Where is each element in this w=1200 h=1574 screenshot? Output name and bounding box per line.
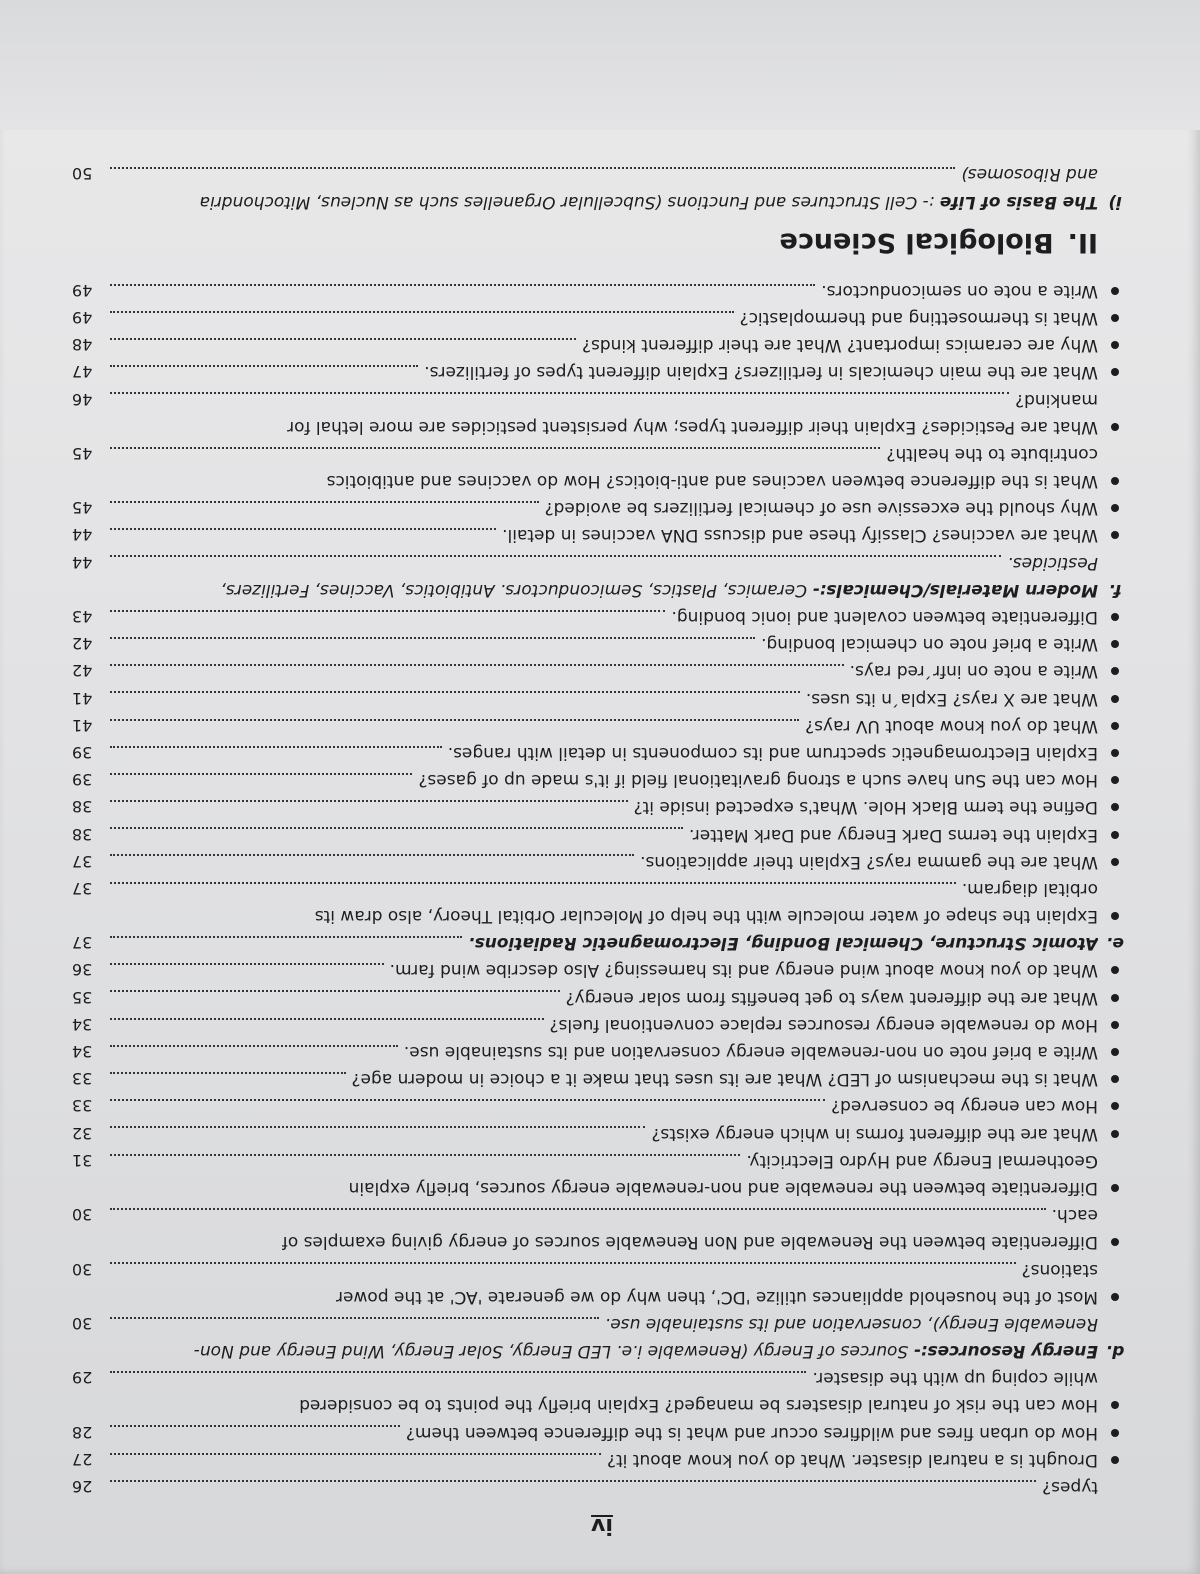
entry-text: What is the mechanism of LED? What are its uses that make it a choice in modern age? bbox=[351, 1069, 1098, 1090]
section-title: Biological Science bbox=[779, 226, 1054, 258]
bullet-icon bbox=[1098, 1228, 1132, 1255]
entry-text: orbital diagram. bbox=[961, 878, 1098, 899]
toc-entry bbox=[72, 956, 1132, 983]
page-ref: 46 bbox=[72, 389, 93, 409]
leader-dots bbox=[110, 1099, 825, 1101]
entry-text: What are the different forms in which energy exists? bbox=[651, 1123, 1098, 1144]
bullet-dot-icon bbox=[1111, 613, 1119, 621]
bullet-icon bbox=[1098, 848, 1132, 875]
bullet-icon bbox=[1098, 712, 1132, 739]
toc-entry bbox=[72, 160, 1132, 187]
entry-text: Drought is a natural disaster. What do you know about it? bbox=[607, 1449, 1098, 1470]
page-ref: 45 bbox=[72, 498, 93, 518]
leader-dots bbox=[110, 501, 539, 503]
toc-entry bbox=[72, 1092, 1132, 1119]
toc-entry bbox=[72, 630, 1132, 657]
toc-entry bbox=[72, 929, 1132, 956]
toc-entry bbox=[72, 902, 1132, 929]
leader-dots bbox=[110, 936, 462, 938]
leader-dots bbox=[110, 311, 734, 313]
bullet-icon bbox=[1098, 956, 1132, 983]
entry-text: Why should the excessive use of chemical fertilizers be avoided? bbox=[544, 498, 1098, 519]
leader-dots bbox=[110, 1425, 400, 1427]
topic-heading: Atomic Structure, Chemical Bonding, Electromagnetic Radiations. bbox=[468, 933, 1098, 954]
toc-entry bbox=[72, 494, 1132, 521]
topic-description: Sources of Energy (Renewable i.e. LED Energy, Solar Energy, Wind Energy and Non- bbox=[193, 1341, 914, 1362]
bullet-icon bbox=[1098, 766, 1132, 793]
leader-dots bbox=[110, 773, 412, 775]
page-ref: 34 bbox=[72, 1042, 93, 1062]
topic-heading: Modern Materials/Chemicals:- bbox=[812, 579, 1098, 600]
bullet-icon bbox=[1098, 657, 1132, 684]
page-ref: 44 bbox=[72, 525, 93, 545]
leader-dots bbox=[110, 719, 799, 721]
toc-entry bbox=[72, 331, 1132, 358]
leader-dots bbox=[110, 1453, 601, 1455]
entry-text: What are the main chemicals in fertilizers? Explain different types of fertilizers. bbox=[424, 362, 1098, 383]
entry-text: Explain the shape of water molecule with the help of Molecular Orbital Theory, also draw its bbox=[314, 906, 1098, 927]
leader-dots bbox=[110, 855, 634, 857]
entry-text: What are the different ways to get benefits from solar energy? bbox=[565, 987, 1098, 1008]
entry-text: How can the Sun have such a strong gravitational field if it's made up of gases? bbox=[418, 770, 1098, 791]
bullet-icon bbox=[1098, 630, 1132, 657]
bullet-icon bbox=[1098, 1065, 1132, 1092]
bullet-dot-icon bbox=[1111, 1429, 1119, 1437]
bullet-dot-icon bbox=[1111, 477, 1119, 485]
bullet-dot-icon bbox=[1111, 1102, 1119, 1110]
entry-text: Differentiate between the Renewable and Non Renewable sources of energy giving examples of bbox=[281, 1232, 1098, 1253]
page-ref: 41 bbox=[72, 715, 93, 735]
bullet-dot-icon bbox=[1111, 1184, 1119, 1192]
entry-text: What are X rays? Expla´n its uses. bbox=[805, 688, 1098, 709]
toc-entry bbox=[72, 657, 1132, 684]
page-ref: 44 bbox=[72, 552, 93, 572]
bullet-dot-icon bbox=[1111, 1401, 1119, 1409]
entry-marker: i) bbox=[1108, 191, 1122, 212]
entry-text: How can energy be conserved? bbox=[831, 1096, 1098, 1117]
page-ref: 48 bbox=[72, 335, 93, 355]
toc-entry bbox=[72, 684, 1132, 711]
toc-entry bbox=[72, 467, 1132, 494]
page-ref: 38 bbox=[72, 824, 93, 844]
leader-dots bbox=[110, 610, 665, 612]
toc-entry bbox=[72, 1310, 1132, 1337]
toc-entry bbox=[72, 793, 1132, 820]
entry-text: How do urban fires and wildfires occur and what is the difference between them? bbox=[405, 1422, 1098, 1443]
bullet-dot-icon bbox=[1111, 912, 1119, 920]
page-ref: 30 bbox=[72, 1259, 93, 1279]
bullet-dot-icon bbox=[1111, 1130, 1119, 1138]
leader-dots bbox=[110, 1072, 346, 1074]
bullet-dot-icon bbox=[1111, 640, 1119, 648]
page-ref: 35 bbox=[72, 987, 93, 1007]
bullet-dot-icon bbox=[1111, 287, 1119, 295]
bullet-icon bbox=[1098, 902, 1132, 929]
page-ref: 29 bbox=[72, 1368, 93, 1388]
page-ref: 43 bbox=[72, 607, 93, 627]
entry-text: What do you know about UV rays? bbox=[805, 715, 1098, 736]
toc-entry bbox=[72, 712, 1132, 739]
bullet-dot-icon bbox=[1111, 423, 1119, 431]
bullet-icon bbox=[1098, 467, 1132, 494]
toc-entry bbox=[72, 1228, 1132, 1255]
page-ref: 45 bbox=[72, 443, 93, 463]
leader-dots bbox=[110, 1317, 599, 1319]
bullet-dot-icon bbox=[1111, 803, 1119, 811]
entry-text: How can the risk of natural disasters be managed? Explain briefly the points to be considered bbox=[299, 1395, 1098, 1416]
topic-description: Ceramics, Plastics, Semiconductors. Antibiotics, Vaccines, Fertilizers, bbox=[220, 579, 813, 600]
page-ref: 34 bbox=[72, 1014, 93, 1034]
entry-text bbox=[468, 929, 1098, 956]
bullet-dot-icon bbox=[1111, 776, 1119, 784]
entry-text: Renewable Energy), conservation and its sustainable use. bbox=[604, 1313, 1098, 1334]
bullet-icon bbox=[1098, 793, 1132, 820]
toc-entry bbox=[72, 277, 1132, 304]
leader-dots bbox=[110, 990, 560, 992]
entry-text: each. bbox=[1051, 1205, 1098, 1226]
bullet-dot-icon bbox=[1111, 858, 1119, 866]
toc-entry bbox=[72, 187, 1132, 214]
toc-entry bbox=[72, 304, 1132, 331]
entry-text bbox=[194, 1337, 1098, 1364]
toc-entry bbox=[72, 385, 1132, 412]
entry-text: contribute to the health? bbox=[886, 443, 1098, 464]
leader-dots bbox=[110, 746, 442, 748]
entry-text: Explain the terms Dark Energy and Dark Matter. bbox=[688, 824, 1098, 845]
bullet-icon bbox=[1098, 494, 1132, 521]
entry-text: Write a note on semiconductors. bbox=[821, 280, 1098, 301]
leader-dots bbox=[110, 637, 755, 639]
page-ref: 36 bbox=[72, 960, 93, 980]
bullet-dot-icon bbox=[1111, 994, 1119, 1002]
page-ref: 33 bbox=[72, 1096, 93, 1116]
page-ref: 42 bbox=[72, 634, 93, 654]
bullet-dot-icon bbox=[1111, 749, 1119, 757]
entry-text: Define the term Black Hole. What's expected inside it? bbox=[633, 797, 1098, 818]
page-ref: 39 bbox=[72, 770, 93, 790]
bullet-icon bbox=[1098, 1446, 1132, 1473]
bullet-icon bbox=[1098, 983, 1132, 1010]
bullet-icon bbox=[1098, 1174, 1132, 1201]
leader-dots bbox=[110, 338, 576, 340]
toc-content bbox=[72, 160, 1132, 1538]
leader-dots bbox=[110, 555, 1001, 557]
bullet-icon bbox=[1098, 413, 1132, 440]
page-ref: 41 bbox=[72, 688, 93, 708]
bullet-dot-icon bbox=[1111, 1293, 1119, 1301]
entry-text: Geothermal Energy and Hydro Electricity. bbox=[746, 1150, 1098, 1171]
bullet-dot-icon bbox=[1111, 667, 1119, 675]
entry-text: How do renewable energy resources replace conventional fuels? bbox=[549, 1014, 1098, 1035]
leader-dots bbox=[110, 664, 844, 666]
entry-marker: f. bbox=[1108, 579, 1122, 600]
toc-entry bbox=[72, 521, 1132, 548]
bullet-dot-icon bbox=[1111, 531, 1119, 539]
bullet-icon bbox=[1098, 358, 1132, 385]
page-ref: 42 bbox=[72, 661, 93, 681]
leader-dots bbox=[110, 284, 815, 286]
bullet-dot-icon bbox=[1111, 1021, 1119, 1029]
bullet-icon bbox=[1098, 1283, 1132, 1310]
toc-entry bbox=[72, 1174, 1132, 1201]
bullet-dot-icon bbox=[1111, 1238, 1119, 1246]
entry-text: Differentiate between covalent and ionic bonding. bbox=[671, 607, 1098, 628]
entry-text: Most of the household appliances utilize 'DC', then why do we generate 'AC' at the power bbox=[336, 1286, 1098, 1307]
leader-dots bbox=[110, 528, 496, 530]
topic-heading: Energy Resources:- bbox=[913, 1341, 1098, 1362]
page-ref: 31 bbox=[72, 1150, 93, 1170]
entry-text: Why are ceramics important? What are their different kinds? bbox=[581, 335, 1098, 356]
entry-text: types? bbox=[1042, 1477, 1098, 1498]
page-ref: 32 bbox=[72, 1123, 93, 1143]
page-ref: 47 bbox=[72, 362, 93, 382]
toc-entry bbox=[72, 1337, 1132, 1364]
page-number: iv bbox=[591, 1513, 613, 1538]
toc-entry bbox=[72, 1446, 1132, 1473]
leader-dots bbox=[110, 1126, 645, 1128]
leader-dots bbox=[110, 1018, 544, 1020]
entry-text bbox=[221, 576, 1098, 603]
entry-text: What are Pesticides? Explain their different types; why persistent pesticides are more lethal for bbox=[287, 416, 1098, 437]
bullet-icon bbox=[1098, 820, 1132, 847]
toc-entry bbox=[72, 1418, 1132, 1445]
bullet-icon bbox=[1098, 1391, 1132, 1418]
entry-text: What are the gamma rays? Explain their applications. bbox=[640, 851, 1098, 872]
leader-dots bbox=[110, 167, 955, 169]
page-ref: 50 bbox=[72, 164, 93, 184]
entry-text: and Ribosomes) bbox=[961, 164, 1098, 185]
leader-dots bbox=[110, 1480, 1036, 1482]
bullet-dot-icon bbox=[1111, 1456, 1119, 1464]
entry-text: stations? bbox=[1021, 1259, 1098, 1280]
bullet-icon bbox=[1098, 277, 1132, 304]
page-ref: 37 bbox=[72, 878, 93, 898]
section-lines bbox=[72, 160, 1132, 214]
entry-text: Explain Electromagnetic spectrum and its components in detail with ranges. bbox=[447, 742, 1098, 763]
bullet-dot-icon bbox=[1111, 314, 1119, 322]
page-ref: 26 bbox=[72, 1477, 93, 1497]
toc-entry bbox=[72, 1011, 1132, 1038]
page-ref: 30 bbox=[72, 1313, 93, 1333]
page-ref: 39 bbox=[72, 742, 93, 762]
bullet-icon bbox=[1098, 1418, 1132, 1445]
leader-dots bbox=[110, 1262, 1016, 1264]
leader-dots bbox=[110, 365, 418, 367]
bullet-dot-icon bbox=[1111, 695, 1119, 703]
entry-text: Differentiate between the renewable and non-renewable energy sources, briefly explain bbox=[348, 1177, 1098, 1198]
bullet-icon bbox=[1098, 304, 1132, 331]
leader-dots bbox=[110, 1371, 806, 1373]
toc-entry bbox=[72, 1201, 1132, 1228]
leader-dots bbox=[110, 827, 683, 829]
toc-entry bbox=[72, 576, 1132, 603]
bullet-icon bbox=[1098, 521, 1132, 548]
entry-text bbox=[200, 187, 1098, 214]
toc-entry bbox=[72, 413, 1132, 440]
page-ref: 33 bbox=[72, 1069, 93, 1089]
toc-entry bbox=[72, 1283, 1132, 1310]
page-ref: 27 bbox=[72, 1449, 93, 1469]
toc-entry bbox=[72, 983, 1132, 1010]
page-ref: 49 bbox=[72, 280, 93, 300]
bullet-icon bbox=[1098, 1092, 1132, 1119]
toc-entry bbox=[72, 1038, 1132, 1065]
entry-text: Pesticides. bbox=[1007, 552, 1098, 573]
toc-entry bbox=[72, 1119, 1132, 1146]
leader-dots bbox=[110, 1045, 398, 1047]
bullet-dot-icon bbox=[1111, 1048, 1119, 1056]
page-ref: 38 bbox=[72, 797, 93, 817]
toc-entry bbox=[72, 848, 1132, 875]
bullet-icon bbox=[1098, 1011, 1132, 1038]
bullet-icon bbox=[1098, 739, 1132, 766]
entry-text: Write a note on infr´red rays. bbox=[849, 661, 1098, 682]
entry-text: What is the difference between vaccines and anti-biotics? How do vaccines and antibiotics bbox=[326, 471, 1098, 492]
toc-entry bbox=[72, 1065, 1132, 1092]
entry-marker: e. bbox=[1106, 933, 1124, 954]
leader-dots bbox=[110, 800, 628, 802]
toc-entry bbox=[72, 1147, 1132, 1174]
bullet-dot-icon bbox=[1111, 504, 1119, 512]
topic-heading: The Basis of Life bbox=[939, 191, 1098, 212]
toc-entry bbox=[72, 1364, 1132, 1391]
page-ref: 37 bbox=[72, 851, 93, 871]
entry-text: mankind? bbox=[1015, 389, 1098, 410]
leader-dots bbox=[110, 392, 1009, 394]
topic-description: :- Cell Structures and Functions (Subcellular Organelles such as Nucleus, Mitochondria bbox=[199, 191, 940, 212]
page-ref: 49 bbox=[72, 307, 93, 327]
toc-entry bbox=[72, 440, 1132, 467]
bullet-icon bbox=[1098, 1038, 1132, 1065]
toc-entry bbox=[72, 1255, 1132, 1282]
bullet-dot-icon bbox=[1111, 341, 1119, 349]
page-ref: 37 bbox=[72, 933, 93, 953]
leader-dots bbox=[110, 963, 384, 965]
bullet-icon bbox=[1098, 684, 1132, 711]
toc-lines bbox=[72, 277, 1132, 1500]
leader-dots bbox=[110, 882, 956, 884]
leader-dots bbox=[110, 1154, 740, 1156]
bullet-icon bbox=[1098, 603, 1132, 630]
bullet-dot-icon bbox=[1111, 966, 1119, 974]
leader-dots bbox=[110, 447, 880, 449]
toc-entry bbox=[72, 820, 1132, 847]
bullet-dot-icon bbox=[1111, 1075, 1119, 1083]
toc-entry bbox=[72, 739, 1132, 766]
toc-entry bbox=[72, 1391, 1132, 1418]
bullet-dot-icon bbox=[1111, 831, 1119, 839]
toc-entry bbox=[72, 875, 1132, 902]
entry-text: What do you know about wind energy and its harnessing? Also describe wind farm. bbox=[389, 960, 1098, 981]
entry-text: What are vaccines? Classify these and discuss DNA vaccines in detail. bbox=[502, 525, 1098, 546]
toc-entry bbox=[72, 548, 1132, 575]
entry-text: What is thermosetting and thermoplastic? bbox=[739, 307, 1098, 328]
toc-entry bbox=[72, 1473, 1132, 1500]
bullet-icon bbox=[1098, 1119, 1132, 1146]
page-ref: 30 bbox=[72, 1205, 93, 1225]
bullet-icon bbox=[1098, 331, 1132, 358]
entry-text: Write a brief note on chemical bonding. bbox=[761, 634, 1098, 655]
entry-text: while coping up with the disaster. bbox=[812, 1368, 1098, 1389]
page-ref: 28 bbox=[72, 1422, 93, 1442]
section-heading bbox=[72, 215, 1132, 269]
toc-entry bbox=[72, 766, 1132, 793]
leader-dots bbox=[110, 1208, 1046, 1210]
toc-entry bbox=[72, 358, 1132, 385]
section-number: II. bbox=[1067, 226, 1098, 258]
bullet-dot-icon bbox=[1111, 722, 1119, 730]
entry-text: Write a brief note on non-renewable energy conservation and its sustainable use. bbox=[403, 1042, 1098, 1063]
leader-dots bbox=[110, 691, 800, 693]
toc-entry bbox=[72, 603, 1132, 630]
bullet-dot-icon bbox=[1111, 368, 1119, 376]
entry-marker: d. bbox=[1105, 1341, 1125, 1362]
